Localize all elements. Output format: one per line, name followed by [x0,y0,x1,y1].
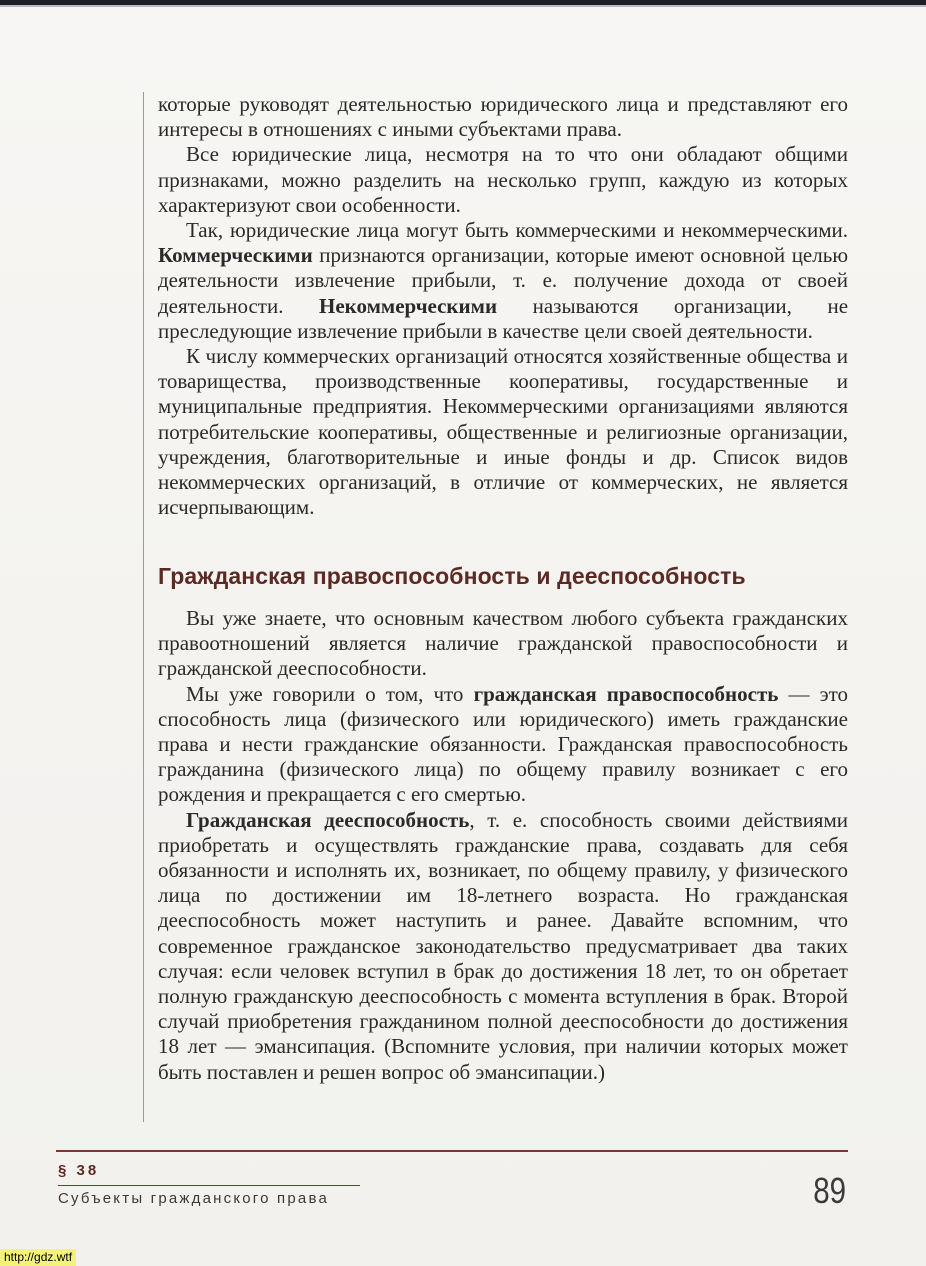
term-legal-capacity: гражданская правоспособность [473,681,779,706]
page-number: 89 [813,1170,846,1211]
footer-rule [56,1150,848,1152]
paragraph [158,682,848,808]
section-text-block [158,606,848,1085]
paragraph-text: Вы уже знаете, что основным качеством любого субъекта гражданских правоотношений является наличие гражданской правоспособности и гражданской дееспособности. [158,606,848,681]
margin-line [143,92,144,1122]
top-edge-shadow [0,5,926,7]
paragraph-text: Все юридические лица, несмотря на то что они обладают общими признаками, можно разделить на несколько групп, каждую из которых характеризуют свои особенности. [158,142,848,217]
paragraph-text: которые руководят деятельностью юридического лица и представляют его интересы в отношениях с иными субъектами права. [158,92,848,142]
term-commercial: Коммерческими [158,243,313,268]
paragraph [158,142,848,218]
paragraph [158,808,848,1085]
paragraph-text: признаются организации, которые имеют основной целью деятельности извлечение прибыли, т. е. получение дохода от своей деятельности. [158,243,849,318]
footer-sub-rule [58,1185,360,1186]
paragraph [158,92,848,142]
paragraph-text: К числу коммерческих организаций относятся хозяйственные общества и товарищества, производственные кооперативы, государственные и муниципальные предприятия. Некоммерческими организациями являются потребительские кооперативы, общественные и религиозные организации, учреждения, благотворительные и иные фонды и др. Список видов некоммерческих организаций, в отличие от коммерческих, не является исчерпывающим. [158,344,848,520]
paragraph-text: — это способность лица (физического или юридического) иметь гражданские права и нести гражданские обязанности. Гражданская правоспособность гражданина (физического лица) по общему правилу возникает с его рождения и прекращается с его смертью. [158,681,849,807]
paragraph-text: , т. е. способность своими действиями приобретать и осуществлять гражданские права, создавать для себя обязанности и исполнять их, возникает, по общему правилу, у физического лица по достижении им 18-летнего возраста. Но гражданская дееспособность может наступить и ранее. Давайте вспомним, что современное гражданское законодательство предусматривает два таких случая: если человек вступил в брак до достижения 18 лет, то он обретает полную гражданскую дееспособность с момента вступления в брак. Второй случай приобретения гражданином полной дееспособности до достижения 18 лет — эмансипация. (Вспомните условия, при наличии которых может быть поставлен и решен вопрос об эмансипации.) [158,807,848,1084]
footer-section-number: § 38 [58,1162,100,1179]
paragraph [158,218,848,344]
term-active-capacity: Гражданская дееспособность [186,807,470,832]
term-noncommercial: Некоммерческими [319,293,498,318]
section-heading: Гражданская правоспособность и дееспособность [158,563,746,589]
body-text-block [158,92,848,520]
footer-chapter-title: Субъекты гражданского права [58,1190,330,1207]
watermark-link[interactable]: http://gdz.wtf [0,1249,76,1266]
paragraph [158,606,848,682]
paragraph [158,344,848,520]
paragraph-text: Мы уже говорили о том, что [186,681,464,706]
paragraph-text: называются организации, не преследующие извлечение прибыли в качестве цели своей деятельности. [158,293,849,343]
paragraph-text: Так, юридические лица могут быть коммерческими и некоммерческими. [186,218,848,243]
